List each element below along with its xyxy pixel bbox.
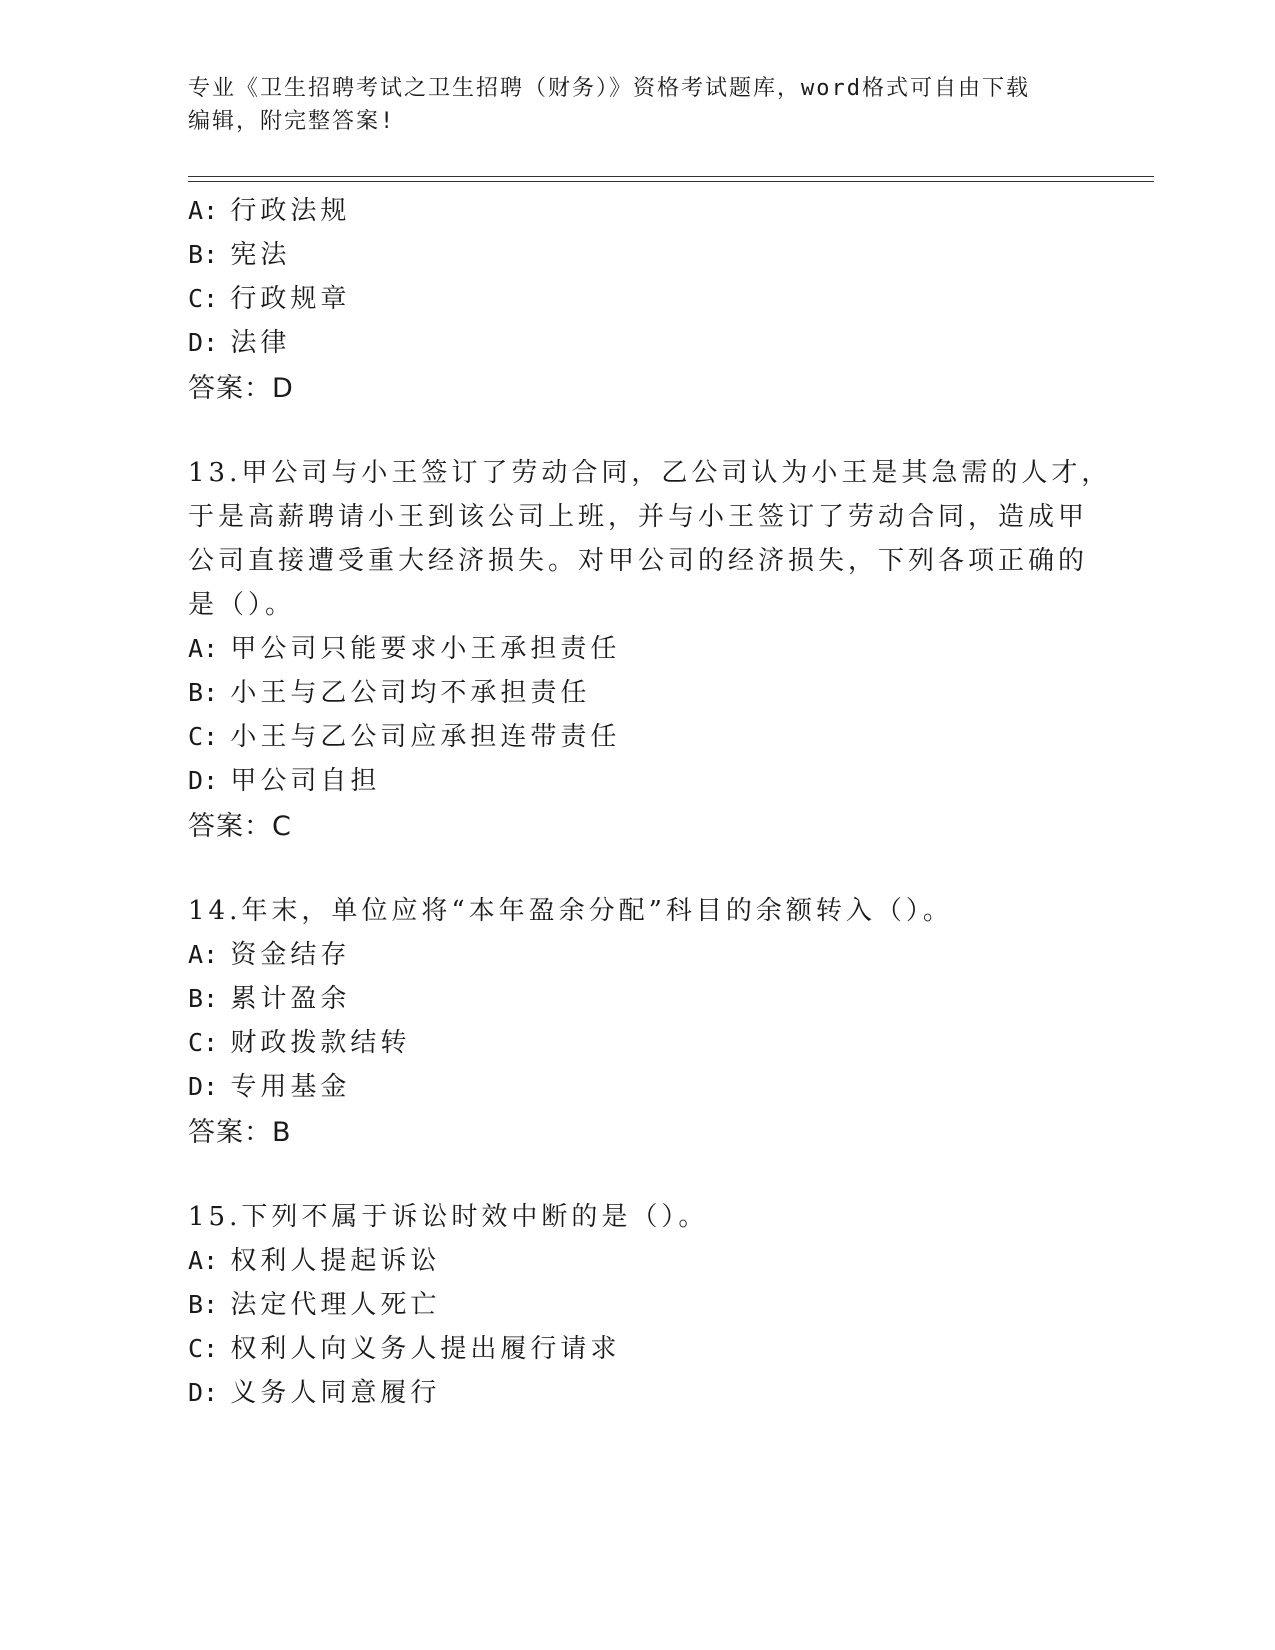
q15-option-b: B: 法定代理人死亡 [188, 1290, 441, 1320]
q13-option-d: D: 甲公司自担 [188, 766, 381, 796]
q13-stem-line-4: 是（）。 [188, 590, 296, 620]
header-line-2: 编辑，附完整答案! [188, 109, 396, 134]
q15-stem: 15.下列不属于诉讼时效中断的是（）。 [188, 1202, 709, 1232]
q12-option-a: A: 行政法规 [188, 196, 351, 226]
q15-option-c: C: 权利人向义务人提出履行请求 [188, 1334, 621, 1364]
q14-option-c: C: 财政拨款结转 [188, 1028, 411, 1058]
q13-stem-line-2: 于是高薪聘请小王到该公司上班，并与小王签订了劳动合同，造成甲 [188, 502, 1089, 532]
document-header [188, 72, 1088, 138]
q13-option-b: B: 小王与乙公司均不承担责任 [188, 678, 591, 708]
q13-stem-line-3: 公司直接遭受重大经济损失。对甲公司的经济损失，下列各项正确的 [188, 546, 1089, 576]
header-line-1: 专业《卫生招聘考试之卫生招聘（财务）》资格考试题库，word格式可自由下载 [188, 76, 1030, 101]
q14-option-d: D: 专用基金 [188, 1072, 351, 1102]
header-divider-top [188, 176, 1154, 177]
header-divider-bottom [188, 181, 1154, 182]
q12-option-c: C: 行政规章 [188, 284, 351, 314]
q14-answer: 答案：B [188, 1117, 292, 1148]
q12-option-d: D: 法律 [188, 328, 291, 358]
q12-answer: 答案：D [188, 373, 294, 404]
q13-option-a: A: 甲公司只能要求小王承担责任 [188, 634, 621, 664]
q15-option-a: A: 权利人提起诉讼 [188, 1246, 441, 1276]
q15-option-d: D: 义务人同意履行 [188, 1378, 441, 1408]
q12-option-b: B: 宪法 [188, 240, 291, 270]
q14-option-b: B: 累计盈余 [188, 984, 351, 1014]
q13-option-c: C: 小王与乙公司应承担连带责任 [188, 722, 621, 752]
q14-option-a: A: 资金结存 [188, 940, 351, 970]
q13-stem-line-1: 13.甲公司与小王签订了劳动合同，乙公司认为小王是其急需的人才， [188, 458, 1112, 488]
q14-stem: 14.年末，单位应将“本年盈余分配”科目的余额转入（）。 [188, 896, 953, 926]
q13-answer: 答案：C [188, 811, 292, 842]
